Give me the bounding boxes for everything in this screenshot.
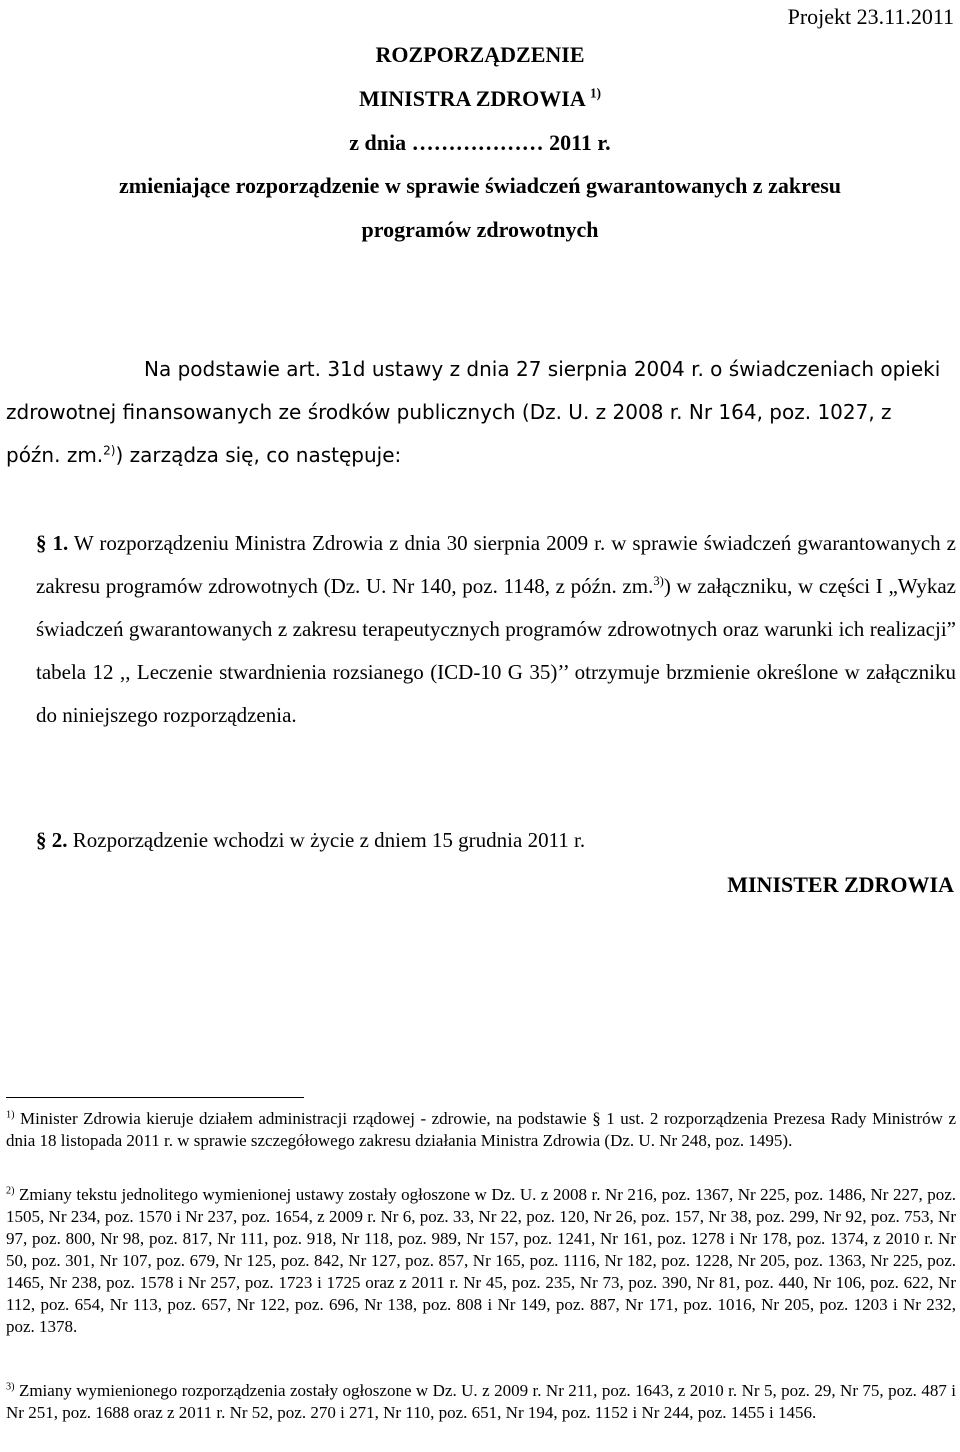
footnote-2: [6, 1184, 956, 1338]
footnote-3: [6, 1380, 956, 1424]
section-2-number: 2.: [51, 828, 68, 852]
document-type-title: ROZPORZĄDZENIE: [375, 42, 585, 67]
footnote-2-text: Zmiany tekstu jednolitego wymienionej ustawy zostały ogłoszone w Dz. U. z 2008 r. Nr 216, poz. 1367, Nr 225, poz. 1486, Nr 227, poz. 1505, Nr 234, poz. 1570 i Nr 237, poz. 1654, z 2009 r. Nr 6, poz. 33, Nr 22, poz. 120, Nr 26, poz. 157, Nr 38, poz. 299, Nr 92, poz. 753, Nr 97, poz. 800, Nr 98, poz. 817, Nr 111, poz. 918, Nr 118, poz. 989, Nr 157, poz. 1241, Nr 161, poz. 1278 i Nr 178, poz. 1374, z 2010 r. Nr 50, poz. 301, Nr 107, poz. 679, Nr 125, poz. 842, Nr 127, poz. 857, Nr 165, poz. 1116, Nr 182, poz. 1228, Nr 205, poz. 1363, Nr 225, poz. 1465, Nr 238, poz. 1578 i Nr 257, poz. 1723 i 1725 oraz z 2011 r. Nr 45, poz. 235, Nr 73, poz. 390, Nr 81, poz. 440, Nr 106, poz. 622, Nr 112, poz. 654, Nr 113, poz. 657, Nr 122, poz. 696, Nr 138, poz. 808 i Nr 149, poz. 887, Nr 171, poz. 1016, Nr 205, poz. 1203 i Nr 232, poz. 1378.: [6, 1185, 956, 1336]
preamble-line-3: [6, 434, 956, 477]
footnote-1-mark: 1): [6, 1109, 15, 1121]
section-1: [6, 522, 956, 737]
preamble-line-1: Na podstawie art. 31d ustawy z dnia 27 sierpnia 2004 r. o świadczeniach opieki: [144, 357, 941, 381]
preamble-line-3-start: późn. zm.: [6, 443, 104, 467]
preamble: [6, 348, 956, 477]
footnote-1: [6, 1108, 956, 1152]
footnote-3-text: Zmiany wymienionego rozporządzenia zostały ogłoszone w Dz. U. z 2009 r. Nr 211, poz. 1643, z 2010 r. Nr 5, poz. 29, Nr 75, poz. 487 i Nr 251, poz. 1688 oraz z 2011 r. Nr 52, poz. 270 i 271, Nr 110, poz. 651, Nr 194, poz. 1152 i Nr 244, poz. 1455 i 1456.: [6, 1381, 956, 1422]
document-subject-line-2: programów zdrowotnych: [361, 217, 599, 242]
section-1-body-b: ) w załączniku, w części I „Wykaz świadczeń gwarantowanych z zakresu terapeutycznych programów zdrowotnych oraz warunki ich realizacji” tabela 12 ,, Leczenie stwardnienia rozsianego (ICD-10 G 35)’’ otrzymuje brzmienie określone w załączniku do niniejszego rozporządzenia.: [36, 574, 956, 727]
footnote-ref-3: 3): [653, 574, 664, 588]
preamble-line-3-end: ) zarządza się, co następuje:: [115, 443, 402, 467]
footnote-separator: [6, 1097, 304, 1098]
section-1-mark: §: [36, 531, 47, 555]
footnote-3-mark: 3): [6, 1381, 15, 1393]
section-1-number: 1.: [52, 531, 69, 555]
section-1-body-a: W rozporządzeniu Ministra Zdrowia z dnia 30 sierpnia 2009 r. w sprawie świadczeń gwarantowanych z zakresu programów zdrowotnych (Dz. U. Nr 140, poz. 1148, z późn. zm.: [36, 531, 956, 598]
footnote-2-mark: 2): [6, 1185, 15, 1197]
footnote-ref-1: 1): [590, 85, 602, 101]
issuer-title: [0, 86, 960, 112]
signature: MINISTER ZDROWIA: [727, 872, 954, 897]
document-date: z dnia ……………… 2011 r.: [349, 130, 611, 155]
project-date: Projekt 23.11.2011: [787, 4, 954, 29]
section-2-mark: §: [36, 828, 47, 852]
footnote-1-text: Minister Zdrowia kieruje działem administracji rządowej - zdrowie, na podstawie § 1 ust. 2 rozporządzenia Prezesa Rady Ministrów z dnia 18 listopada 2011 r. w sprawie szczegółowego zakresu działania Ministra Zdrowia (Dz. U. Nr 248, poz. 1495).: [6, 1109, 956, 1150]
section-2: [36, 828, 585, 853]
footnote-ref-2: 2): [103, 443, 116, 458]
document-subject-line-1: zmieniające rozporządzenie w sprawie świadczeń gwarantowanych z zakresu: [118, 173, 841, 198]
preamble-line-2: zdrowotnej finansowanych ze środków publicznych (Dz. U. z 2008 r. Nr 164, poz. 1027, z: [6, 400, 892, 424]
section-1-text: [6, 522, 956, 737]
issuer-title-text: MINISTRA ZDROWIA: [358, 86, 585, 111]
section-2-body: Rozporządzenie wchodzi w życie z dniem 15 grudnia 2011 r.: [72, 828, 586, 852]
